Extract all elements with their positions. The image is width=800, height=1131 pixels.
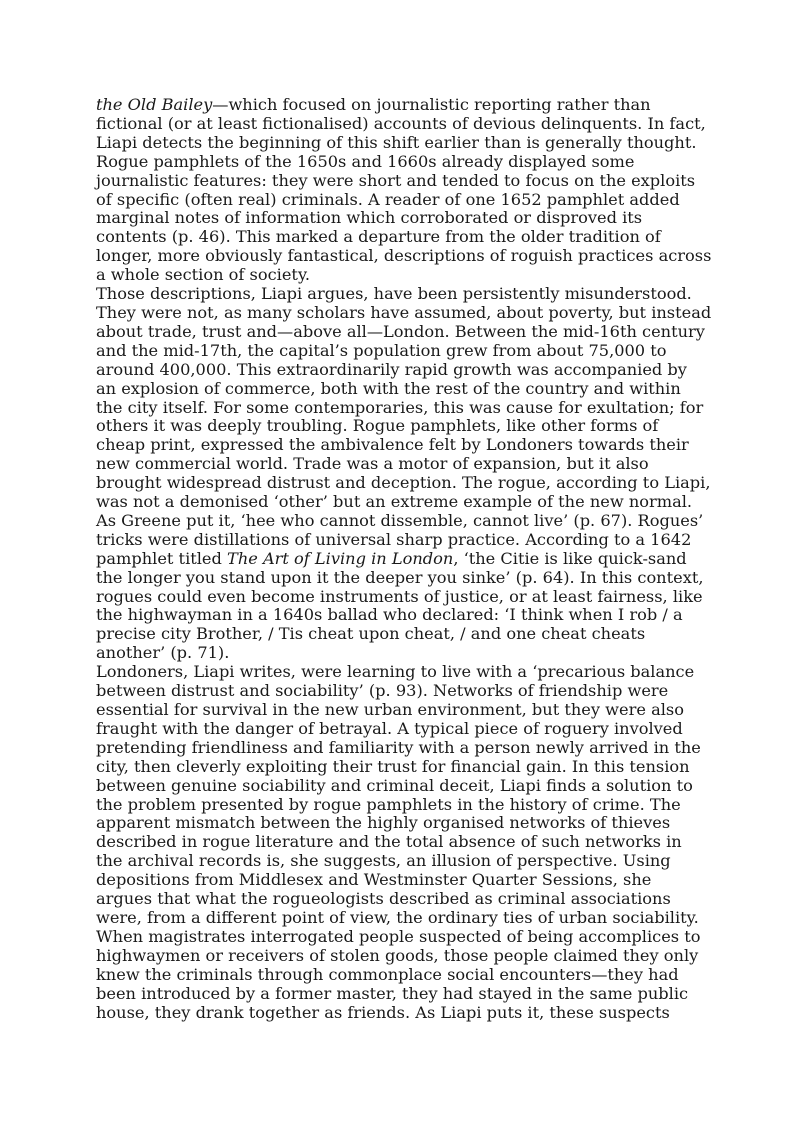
text-run: —which focused on journalistic reporting rather than fictional (or at least fictionalised) accounts of devious delinquents. In fact, Liapi detects the beginning of this shift earlier than is generally thought. Rogue pamphlets of the 1650s and 1660s already displayed some journalistic features: they were short and tended to focus on the exploits of specific (often real) criminals. A reader of one 1652 pamphlet added marginal notes of information which corroborated or disproved its contents (p. 46). This marked a departure from the older tradition of longer, more obviously fantastical, descriptions of roguish practices across a whole section of society. xyxy=(96,95,712,285)
text-italic: the Old Bailey xyxy=(96,95,213,114)
text-run: Those descriptions, Liapi argues, have been persistently misunderstood. They were not, as many scholars have assumed, about poverty, but instead about trade, trust and—above all—London. Between the mid-16th century and the mid-17th, the capital’s population grew from about 75,000 to around 400,000. This extraordinarily rapid growth was accompanied by an explosion of commerce, both with the rest of the country and within the city itself. For some contemporaries, this was cause for exultation; for others it was deeply troubling. Rogue pamphlets, like other forms of cheap print, expressed the ambivalence felt by Londoners towards their new commercial world. Trade was a motor of expansion, but it also brought widespread distrust and deception. The rogue, according to Liapi, was not a demonised ‘other’ but an extreme example of the new normal. As Greene put it, ‘hee who cannot dissemble, cannot live’ (p. 67). Rogues’ tricks were distillations of universal sharp practice. According to a 1642 pamphlet titled xyxy=(96,284,712,568)
text-run: Londoners, Liapi writes, were learning to live with a ‘precarious balance between distrust and sociability’ (p. 93). Networks of friendship were essential for survival in the new urban environment, but they were also fraught with the danger of betrayal. A typical piece of roguery involved pretending friendliness and familiarity with a person newly arrived in the city, then cleverly exploiting their trust for financial gain. In this tension between genuine sociability and criminal deceit, Liapi finds a solution to the problem presented by rogue pamphlets in the history of crime. The apparent mismatch between the highly organised networks of thieves described in rogue literature and the total absence of such networks in the archival records is, she suggests, an illusion of perspective. Using depositions from Middlesex and Westminster Quarter Sessions, she argues that what the rogueologists described as criminal associations were, from a different point of view, the ordinary ties of urban sociability. When magistrates interrogated people suspected of being accomplices to highwaymen or receivers of stolen goods, those people claimed they only knew the criminals through commonplace social encounters—they had been introduced by a former master, they had stayed in the same public house, they drank together as friends. As Liapi puts it, these suspects xyxy=(96,662,701,1022)
document-page xyxy=(96,96,712,1022)
text-italic-title: The Art of Living in London xyxy=(227,548,454,568)
paragraph-2 xyxy=(96,285,712,663)
paragraph-1 xyxy=(96,96,712,285)
paragraph-3 xyxy=(96,663,712,1022)
text-run: , ‘the Citie is like quick-sand the longer you stand upon it the deeper you sinke’ (p. 64). In this context, rogues could even become instruments of justice, or at least fairness, like the highwayman in a 1640s ballad who declared: ‘I think when I rob / a precise city Brother, / Tis cheat upon cheat, / and one cheat cheats another’ (p. 71). xyxy=(96,548,704,663)
